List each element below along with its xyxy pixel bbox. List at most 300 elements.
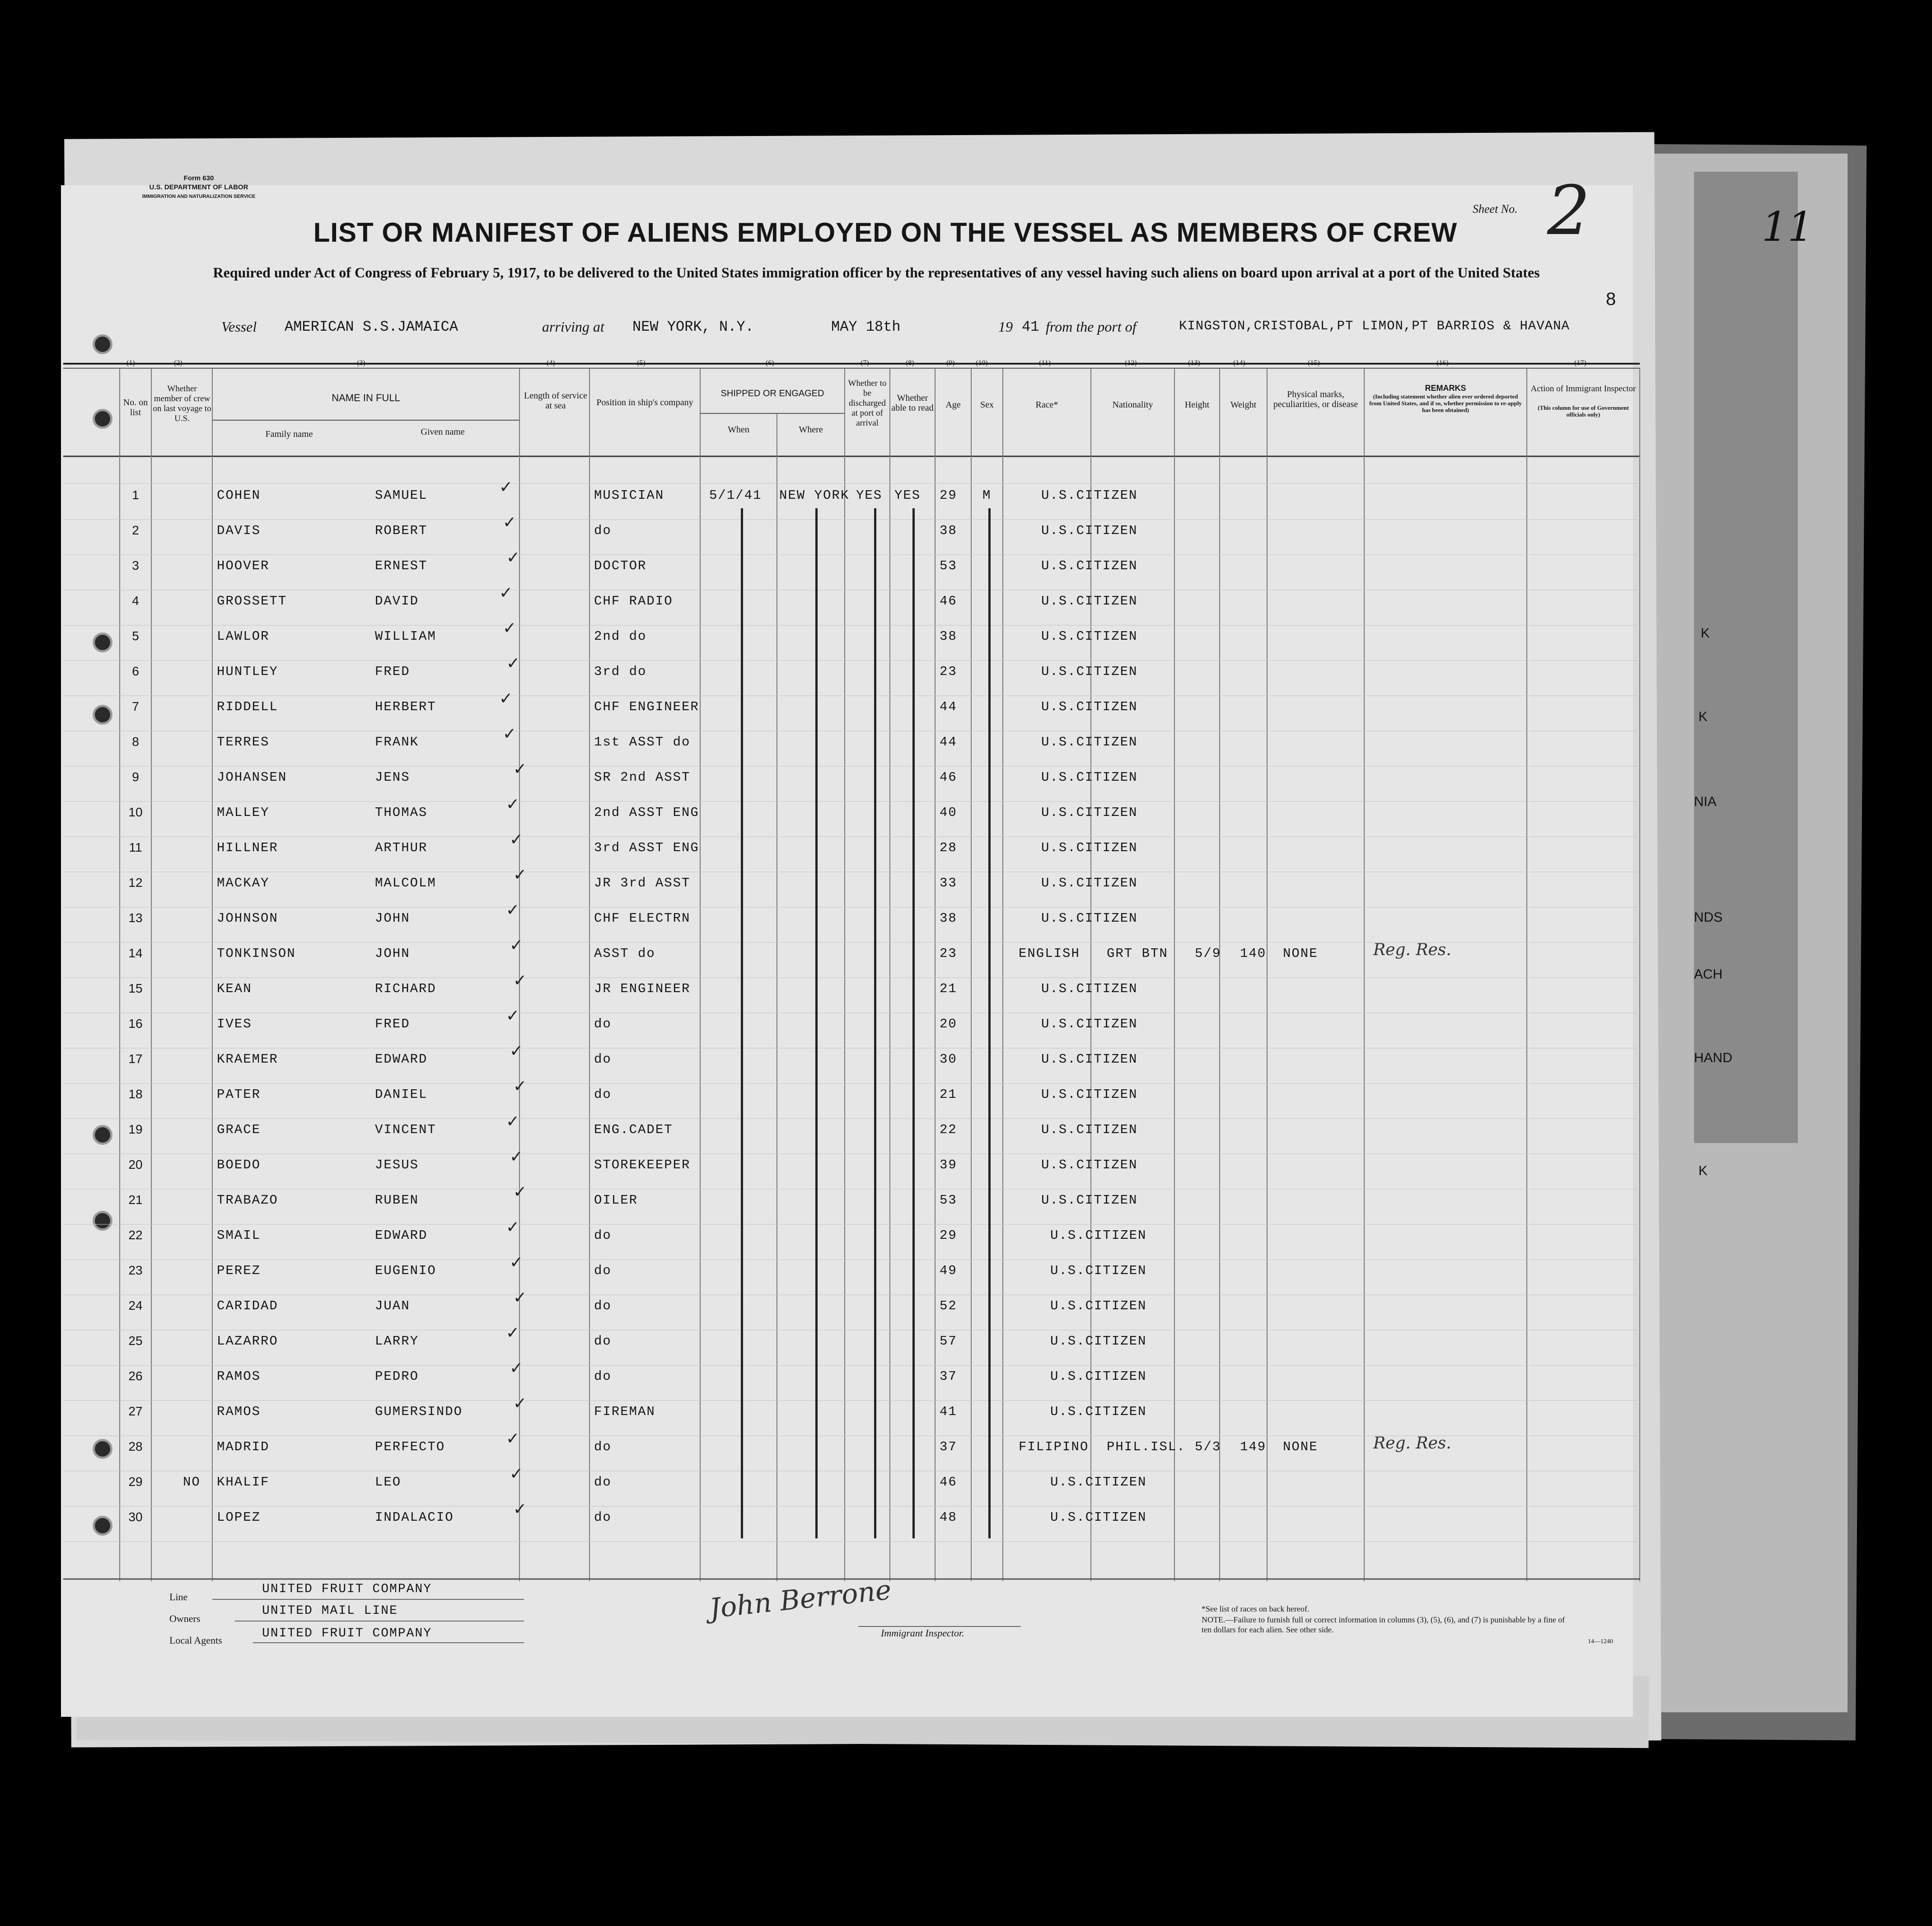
sheet-number-value: 2 bbox=[1547, 172, 1591, 250]
form-code: 14—1240 bbox=[1588, 1638, 1613, 1645]
cell-remarks: Reg. Res. bbox=[1373, 1434, 1451, 1453]
cell-age: 40 bbox=[940, 805, 957, 820]
cell-age: 30 bbox=[940, 1052, 957, 1067]
service-checkmark: ✓ bbox=[503, 619, 517, 637]
cell-given-name: ROBERT bbox=[375, 523, 428, 538]
column-number: (14) bbox=[1233, 359, 1245, 367]
column-number: (4) bbox=[547, 359, 555, 367]
cell-given-name: JOHN bbox=[375, 946, 410, 961]
service-checkmark: ✓ bbox=[506, 795, 520, 814]
service-checkmark: ✓ bbox=[513, 866, 527, 884]
cell-position: JR 3rd ASST bbox=[594, 876, 691, 890]
service-checkmark: ✓ bbox=[513, 1289, 527, 1307]
cell-no: 10 bbox=[128, 805, 143, 819]
cell-race: U.S.CITIZEN bbox=[1041, 558, 1138, 573]
cell-age: 33 bbox=[940, 876, 957, 890]
cell-no: 16 bbox=[128, 1017, 143, 1031]
cell-position: 1st ASST do bbox=[594, 735, 691, 750]
cell-race: U.S.CITIZEN bbox=[1041, 1122, 1138, 1137]
cell-position: do bbox=[594, 1087, 612, 1102]
edge-mark: ACH bbox=[1694, 967, 1723, 982]
cell-given-name: JESUS bbox=[375, 1157, 419, 1172]
column-number: (8) bbox=[906, 359, 914, 367]
vessel-label: Vessel bbox=[221, 319, 257, 335]
service-checkmark: ✓ bbox=[506, 1007, 520, 1025]
cell-position: do bbox=[594, 1228, 612, 1243]
cell-given-name: PEDRO bbox=[375, 1369, 419, 1384]
cell-position: FIREMAN bbox=[594, 1404, 655, 1419]
cell-height: 5/3 bbox=[1195, 1439, 1221, 1454]
column-number: (2) bbox=[174, 359, 182, 367]
header-discharged: Whether to be discharged at port of arrival bbox=[848, 379, 887, 428]
service-checkmark: ✓ bbox=[510, 830, 524, 849]
cell-given-name: WILLIAM bbox=[375, 629, 436, 644]
cell-no: 1 bbox=[132, 488, 139, 502]
header-where: Where bbox=[799, 425, 823, 435]
cell-family-name: IVES bbox=[217, 1017, 252, 1031]
cell-age: 44 bbox=[940, 735, 957, 750]
local-agents-value: UNITED FRUIT COMPANY bbox=[262, 1626, 432, 1640]
header-when: When bbox=[728, 425, 749, 435]
column-number: (5) bbox=[637, 359, 646, 367]
cell-family-name: JOHANSEN bbox=[217, 770, 287, 785]
cell-no: 3 bbox=[132, 558, 139, 572]
cell-position: do bbox=[594, 1475, 612, 1490]
inspector-label: Immigrant Inspector. bbox=[881, 1627, 964, 1639]
header-inspector-action: Action of Immigrant Inspector bbox=[1530, 384, 1636, 394]
cell-family-name: TRABAZO bbox=[217, 1193, 278, 1208]
cell-family-name: JOHNSON bbox=[217, 911, 278, 926]
column-number: (1) bbox=[126, 359, 135, 367]
cell-position: do bbox=[594, 1369, 612, 1384]
cell-family-name: HILLNER bbox=[217, 840, 278, 855]
service-checkmark: ✓ bbox=[510, 1465, 524, 1483]
cell-given-name: FRANK bbox=[375, 735, 419, 750]
column-number: (11) bbox=[1039, 359, 1051, 367]
service-checkmark: ✓ bbox=[506, 1218, 520, 1237]
cell-no: 24 bbox=[128, 1298, 143, 1312]
cell-age: 29 bbox=[940, 488, 957, 503]
cell-race: U.S.CITIZEN bbox=[1041, 911, 1138, 926]
cell-position: JR ENGINEER bbox=[594, 981, 691, 996]
local-agents-label: Local Agents bbox=[169, 1635, 222, 1646]
cell-physical-marks: NONE bbox=[1283, 1439, 1318, 1454]
cell-race: U.S.CITIZEN bbox=[1041, 629, 1138, 644]
cell-race: U.S.CITIZEN bbox=[1041, 594, 1138, 609]
header-inspector-detail: (This column for use of Government officials only) bbox=[1538, 404, 1629, 418]
service-checkmark: ✓ bbox=[499, 478, 513, 497]
cell-age: 23 bbox=[940, 664, 957, 679]
cell-last-voyage: NO bbox=[183, 1475, 201, 1490]
cell-age: 53 bbox=[940, 558, 957, 573]
cell-age: 48 bbox=[940, 1510, 957, 1525]
header-position: Position in ship's company bbox=[596, 398, 693, 408]
edge-mark: K bbox=[1701, 626, 1710, 641]
cell-family-name: KHALIF bbox=[217, 1475, 270, 1490]
cell-race: U.S.CITIZEN bbox=[1050, 1404, 1147, 1419]
cell-age: 29 bbox=[940, 1228, 957, 1243]
cell-race: U.S.CITIZEN bbox=[1041, 1193, 1138, 1208]
service-checkmark: ✓ bbox=[503, 513, 517, 532]
cell-age: 38 bbox=[940, 911, 957, 926]
cell-no: 19 bbox=[128, 1122, 143, 1136]
service-checkmark: ✓ bbox=[499, 584, 513, 602]
cell-no: 17 bbox=[128, 1052, 143, 1066]
header-name-in-full: NAME IN FULL bbox=[332, 392, 400, 403]
cell-race: U.S.CITIZEN bbox=[1041, 805, 1138, 820]
inspector-signature: John Berrone bbox=[708, 1574, 893, 1625]
header-no-on-list: No. on list bbox=[123, 398, 148, 417]
cell-age: 57 bbox=[940, 1334, 957, 1349]
cell-race: U.S.CITIZEN bbox=[1050, 1263, 1147, 1278]
cell-given-name: JENS bbox=[375, 770, 410, 785]
service-checkmark: ✓ bbox=[513, 1394, 527, 1413]
cell-family-name: PATER bbox=[217, 1087, 261, 1102]
cell-race: U.S.CITIZEN bbox=[1041, 1052, 1138, 1067]
cell-family-name: KRAEMER bbox=[217, 1052, 278, 1067]
cell-no: 15 bbox=[128, 981, 143, 995]
cell-family-name: MALLEY bbox=[217, 805, 270, 820]
cell-age: 21 bbox=[940, 1087, 957, 1102]
cell-no: 13 bbox=[128, 911, 143, 925]
header-shipped-engaged: SHIPPED OR ENGAGED bbox=[720, 389, 824, 398]
cell-family-name: SMAIL bbox=[217, 1228, 261, 1243]
cell-age: 38 bbox=[940, 629, 957, 644]
column-number: (17) bbox=[1574, 359, 1586, 367]
cell-position: ENG.CADET bbox=[594, 1122, 673, 1137]
cell-no: 5 bbox=[132, 629, 139, 643]
service-checkmark: ✓ bbox=[513, 1183, 527, 1201]
owners-label: Owners bbox=[169, 1613, 201, 1624]
header-age: Age bbox=[945, 400, 961, 410]
service-checkmark: ✓ bbox=[513, 971, 527, 990]
cell-race: U.S.CITIZEN bbox=[1050, 1228, 1147, 1243]
edge-mark: HAND bbox=[1694, 1050, 1733, 1065]
cell-race: ENGLISH bbox=[1019, 946, 1080, 961]
cell-family-name: TERRES bbox=[217, 735, 270, 750]
cell-family-name: LAWLOR bbox=[217, 629, 270, 644]
form-service: IMMIGRATION AND NATURALIZATION SERVICE bbox=[142, 194, 256, 199]
column-number: (10) bbox=[976, 359, 988, 367]
cell-position: do bbox=[594, 1263, 612, 1278]
cell-race: U.S.CITIZEN bbox=[1050, 1369, 1147, 1384]
cell-family-name: GRACE bbox=[217, 1122, 261, 1137]
cell-no: 23 bbox=[128, 1263, 143, 1277]
cell-position: do bbox=[594, 1052, 612, 1067]
edge-mark: NIA bbox=[1694, 794, 1717, 809]
cell-nationality: PHIL.ISL. bbox=[1107, 1439, 1186, 1454]
page-corner-number: 8 bbox=[1606, 289, 1616, 309]
cell-given-name: VINCENT bbox=[375, 1122, 436, 1137]
cell-position: SR 2nd ASST bbox=[594, 770, 691, 785]
header-able-to-read: Whether able to read bbox=[891, 393, 934, 413]
service-checkmark: ✓ bbox=[510, 1253, 524, 1272]
cell-position: CHF ELECTRN bbox=[594, 911, 691, 926]
cell-given-name: DAVID bbox=[375, 594, 419, 609]
arriving-port: NEW YORK, N.Y. bbox=[632, 319, 754, 335]
header-nationality: Nationality bbox=[1112, 400, 1153, 410]
cell-given-name: JUAN bbox=[375, 1298, 410, 1313]
cell-discharged: YES bbox=[856, 488, 883, 503]
cell-age: 38 bbox=[940, 523, 957, 538]
column-number: (12) bbox=[1125, 359, 1137, 367]
year-prefix: 19 bbox=[998, 319, 1013, 335]
cell-age: 22 bbox=[940, 1122, 957, 1137]
cell-family-name: LOPEZ bbox=[217, 1510, 261, 1525]
cell-age: 21 bbox=[940, 981, 957, 996]
cell-no: 26 bbox=[128, 1369, 143, 1383]
cell-race: U.S.CITIZEN bbox=[1041, 981, 1138, 996]
cell-age: 53 bbox=[940, 1193, 957, 1208]
from-label: from the port of bbox=[1046, 319, 1137, 335]
cell-given-name: SAMUEL bbox=[375, 488, 428, 503]
cell-position: DOCTOR bbox=[594, 558, 647, 573]
cell-given-name: THOMAS bbox=[375, 805, 428, 820]
cell-race: U.S.CITIZEN bbox=[1041, 1087, 1138, 1102]
year-suffix: 41 bbox=[1022, 319, 1039, 335]
cell-family-name: KEAN bbox=[217, 981, 252, 996]
cell-family-name: COHEN bbox=[217, 488, 261, 503]
line-label: Line bbox=[169, 1591, 188, 1603]
cell-no: 6 bbox=[132, 664, 139, 678]
header-remarks: REMARKS bbox=[1425, 384, 1466, 393]
cell-nationality: GRT BTN bbox=[1107, 946, 1168, 961]
cell-family-name: TONKINSON bbox=[217, 946, 296, 961]
cell-given-name: ERNEST bbox=[375, 558, 428, 573]
cell-race: U.S.CITIZEN bbox=[1050, 1334, 1147, 1349]
service-checkmark: ✓ bbox=[506, 1324, 520, 1342]
service-checkmark: ✓ bbox=[506, 1429, 520, 1448]
cell-no: 9 bbox=[132, 770, 139, 784]
cell-no: 18 bbox=[128, 1087, 143, 1101]
cell-height: 5/9 bbox=[1195, 946, 1221, 961]
cell-position: do bbox=[594, 1510, 612, 1525]
cell-given-name: LARRY bbox=[375, 1334, 419, 1349]
cell-family-name: BOEDO bbox=[217, 1157, 261, 1172]
cell-given-name: GUMERSINDO bbox=[375, 1404, 463, 1419]
arriving-label: arriving at bbox=[542, 319, 604, 335]
cell-given-name: DANIEL bbox=[375, 1087, 428, 1102]
cell-age: 44 bbox=[940, 699, 957, 714]
cell-age: 37 bbox=[940, 1369, 957, 1384]
cell-position: 3rd do bbox=[594, 664, 647, 679]
cell-position: 2nd ASST ENG bbox=[594, 805, 699, 820]
cell-position: do bbox=[594, 1334, 612, 1349]
cell-position: CHF RADIO bbox=[594, 594, 673, 609]
cell-family-name: DAVIS bbox=[217, 523, 261, 538]
service-checkmark: ✓ bbox=[506, 1112, 520, 1131]
cell-age: 28 bbox=[940, 840, 957, 855]
cell-given-name: LEO bbox=[375, 1475, 402, 1490]
cell-race: U.S.CITIZEN bbox=[1041, 488, 1138, 503]
service-checkmark: ✓ bbox=[506, 548, 520, 567]
cell-age: 23 bbox=[940, 946, 957, 961]
cell-race: U.S.CITIZEN bbox=[1041, 523, 1138, 538]
cell-no: 4 bbox=[132, 594, 139, 608]
cell-sex: M bbox=[982, 488, 992, 503]
cell-position: OILER bbox=[594, 1193, 638, 1208]
cell-position: MUSICIAN bbox=[594, 488, 664, 503]
cell-age: 52 bbox=[940, 1298, 957, 1313]
cell-race: U.S.CITIZEN bbox=[1041, 1017, 1138, 1031]
cell-family-name: CARIDAD bbox=[217, 1298, 278, 1313]
cell-given-name: PERFECTO bbox=[375, 1439, 445, 1454]
cell-given-name: INDALACIO bbox=[375, 1510, 454, 1525]
service-checkmark: ✓ bbox=[503, 725, 517, 743]
cell-race: U.S.CITIZEN bbox=[1041, 840, 1138, 855]
service-checkmark: ✓ bbox=[513, 1500, 527, 1518]
service-checkmark: ✓ bbox=[506, 654, 520, 673]
column-number: (6) bbox=[766, 359, 774, 367]
cell-no: 20 bbox=[128, 1157, 143, 1172]
cell-no: 29 bbox=[128, 1475, 143, 1489]
cell-age: 20 bbox=[940, 1017, 957, 1031]
owners-value: UNITED MAIL LINE bbox=[262, 1604, 398, 1618]
column-number: (15) bbox=[1308, 359, 1320, 367]
header-height: Height bbox=[1184, 400, 1210, 410]
cell-where: NEW YORK bbox=[779, 488, 850, 503]
cell-given-name: FRED bbox=[375, 664, 410, 679]
cell-position: do bbox=[594, 523, 612, 538]
cell-family-name: MACKAY bbox=[217, 876, 270, 890]
header-given-name: Given name bbox=[421, 427, 465, 437]
cell-no: 22 bbox=[128, 1228, 143, 1242]
cell-race: U.S.CITIZEN bbox=[1041, 1157, 1138, 1172]
cell-position: do bbox=[594, 1298, 612, 1313]
cell-no: 2 bbox=[132, 523, 139, 537]
cell-position: 2nd do bbox=[594, 629, 647, 644]
cell-given-name: JOHN bbox=[375, 911, 410, 926]
service-checkmark: ✓ bbox=[510, 1042, 524, 1060]
fine-note: NOTE.—Failure to furnish full or correct information in columns (3), (5), (6), and (7) is punishable by a fine of ten dollars for each alien. See other side. bbox=[1202, 1615, 1565, 1634]
cell-family-name: MADRID bbox=[217, 1439, 270, 1454]
cell-family-name: RAMOS bbox=[217, 1369, 261, 1384]
cell-race: U.S.CITIZEN bbox=[1050, 1475, 1147, 1490]
cell-given-name: ARTHUR bbox=[375, 840, 428, 855]
service-checkmark: ✓ bbox=[499, 689, 513, 708]
cell-no: 14 bbox=[128, 946, 143, 960]
cell-given-name: FRED bbox=[375, 1017, 410, 1031]
cell-position: do bbox=[594, 1017, 612, 1031]
cell-no: 21 bbox=[128, 1193, 143, 1207]
cell-no: 8 bbox=[132, 735, 139, 749]
header-race: Race* bbox=[1035, 400, 1058, 410]
cell-family-name: GROSSETT bbox=[217, 594, 287, 609]
service-checkmark: ✓ bbox=[510, 936, 524, 955]
service-checkmark: ✓ bbox=[510, 1148, 524, 1166]
cell-given-name: EDWARD bbox=[375, 1052, 428, 1067]
cell-no: 7 bbox=[132, 699, 139, 713]
cell-given-name: HERBERT bbox=[375, 699, 436, 714]
cell-position: ASST do bbox=[594, 946, 655, 961]
header-remarks-detail: (Including statement whether alien ever ordered deported from United States, and if so, whether permission to re-apply has been obtained) bbox=[1369, 393, 1522, 413]
page-subtitle: Required under Act of Congress of February 5, 1917, to be delivered to the United States immigration officer by the representatives of any vessel having such aliens on board upon arrival at a port of the United States bbox=[213, 264, 1540, 281]
form-department: U.S. DEPARTMENT OF LABOR bbox=[149, 183, 248, 191]
column-number: (7) bbox=[861, 359, 869, 367]
sheet-number-label: Sheet No. bbox=[1473, 202, 1518, 216]
cell-remarks: Reg. Res. bbox=[1373, 941, 1451, 959]
cell-age: 46 bbox=[940, 770, 957, 785]
cell-race: U.S.CITIZEN bbox=[1050, 1298, 1147, 1313]
column-number: (13) bbox=[1188, 359, 1200, 367]
cell-race: U.S.CITIZEN bbox=[1041, 699, 1138, 714]
cell-no: 11 bbox=[129, 840, 142, 854]
page-title: LIST OR MANIFEST OF ALIENS EMPLOYED ON THE VESSEL AS MEMBERS OF CREW bbox=[313, 217, 1458, 248]
cell-no: 12 bbox=[128, 876, 143, 890]
cell-family-name: RIDDELL bbox=[217, 699, 278, 714]
service-checkmark: ✓ bbox=[506, 901, 520, 919]
cell-family-name: LAZARRO bbox=[217, 1334, 278, 1349]
cell-physical-marks: NONE bbox=[1283, 946, 1318, 961]
cell-family-name: HOOVER bbox=[217, 558, 270, 573]
cell-family-name: HUNTLEY bbox=[217, 664, 278, 679]
line-value: UNITED FRUIT COMPANY bbox=[262, 1582, 432, 1596]
header-family-name: Family name bbox=[265, 429, 313, 439]
cell-no: 28 bbox=[128, 1439, 143, 1453]
cell-position: STOREKEEPER bbox=[594, 1157, 691, 1172]
cell-weight: 140 bbox=[1240, 946, 1267, 961]
column-number: (16) bbox=[1436, 359, 1449, 367]
cell-when: 5/1/41 bbox=[709, 488, 762, 503]
cell-race: U.S.CITIZEN bbox=[1041, 876, 1138, 890]
cell-age: 49 bbox=[940, 1263, 957, 1278]
corner-scribble: 11 bbox=[1762, 203, 1814, 251]
cell-given-name: RICHARD bbox=[375, 981, 436, 996]
cell-race: FILIPINO bbox=[1019, 1439, 1089, 1454]
cell-no: 25 bbox=[128, 1334, 143, 1348]
cell-weight: 149 bbox=[1240, 1439, 1267, 1454]
cell-age: 41 bbox=[940, 1404, 957, 1419]
header-physical-marks: Physical marks, peculiarities, or disease bbox=[1273, 389, 1358, 409]
cell-able-to-read: YES bbox=[894, 488, 921, 503]
cell-age: 46 bbox=[940, 594, 957, 609]
column-number: (3) bbox=[357, 359, 365, 367]
cell-age: 37 bbox=[940, 1439, 957, 1454]
cell-race: U.S.CITIZEN bbox=[1050, 1510, 1147, 1525]
edge-mark: K bbox=[1698, 709, 1708, 724]
vessel-name: AMERICAN S.S.JAMAICA bbox=[285, 319, 458, 335]
service-checkmark: ✓ bbox=[513, 760, 527, 778]
cell-no: 30 bbox=[128, 1510, 143, 1524]
cell-given-name: MALCOLM bbox=[375, 876, 436, 890]
header-weight: Weight bbox=[1230, 400, 1257, 410]
cell-family-name: RAMOS bbox=[217, 1404, 261, 1419]
cell-age: 39 bbox=[940, 1157, 957, 1172]
cell-age: 46 bbox=[940, 1475, 957, 1490]
arrival-date: MAY 18th bbox=[831, 319, 901, 335]
header-last-voyage: Whether member of crew on last voyage to U.S. bbox=[153, 384, 211, 423]
service-checkmark: ✓ bbox=[510, 1359, 524, 1378]
service-checkmark: ✓ bbox=[513, 1077, 527, 1096]
cell-position: 3rd ASST ENG bbox=[594, 840, 699, 855]
cell-given-name: EUGENIO bbox=[375, 1263, 436, 1278]
form-number: Form 630 bbox=[183, 174, 214, 182]
edge-mark: K bbox=[1698, 1163, 1708, 1178]
cell-no: 27 bbox=[128, 1404, 143, 1418]
cell-race: U.S.CITIZEN bbox=[1041, 664, 1138, 679]
from-ports: KINGSTON,CRISTOBAL,PT LIMON,PT BARRIOS & HAVANA bbox=[1179, 319, 1570, 333]
cell-position: CHF ENGINEER bbox=[594, 699, 699, 714]
cell-family-name: PEREZ bbox=[217, 1263, 261, 1278]
cell-given-name: RUBEN bbox=[375, 1193, 419, 1208]
column-number: (9) bbox=[946, 359, 955, 367]
cell-given-name: EDWARD bbox=[375, 1228, 428, 1243]
header-sex: Sex bbox=[980, 400, 994, 410]
cell-race: U.S.CITIZEN bbox=[1041, 735, 1138, 750]
edge-mark: NDS bbox=[1694, 910, 1723, 925]
races-note: *See list of races on back hereof. bbox=[1202, 1604, 1310, 1613]
header-length-of-service: Length of service at sea bbox=[524, 391, 587, 411]
